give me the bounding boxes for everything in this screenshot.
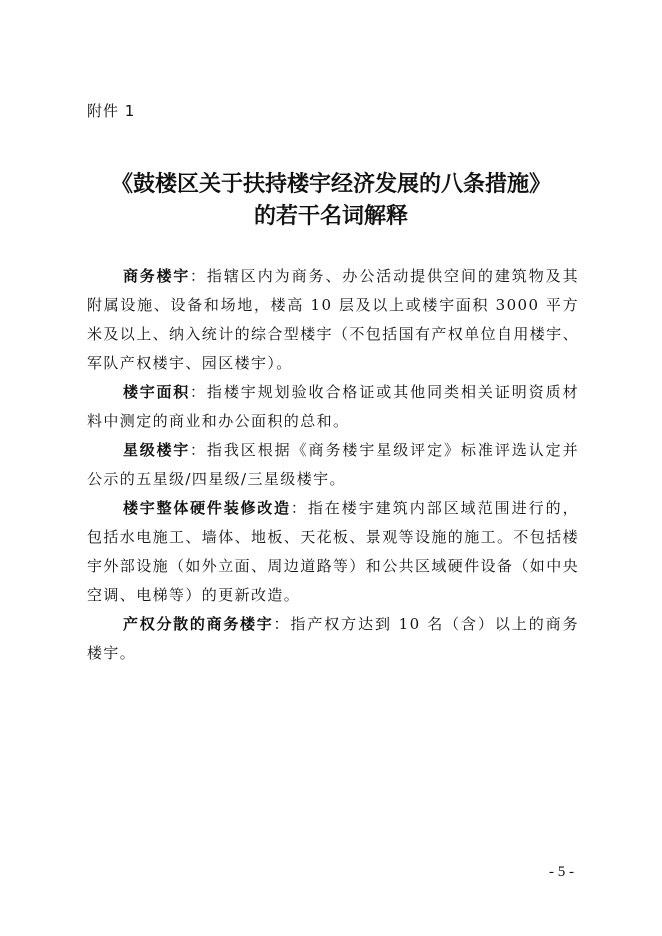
- definition-separator: ：: [189, 441, 207, 459]
- title-line-1: 《鼓楼区关于扶持楼宇经济发展的八条措施》: [110, 171, 551, 197]
- definition-paragraph: [87, 262, 579, 378]
- definition-separator: ：: [273, 615, 291, 633]
- definition-text: 指我区根据《商务楼宇星级评定》标准评选认定并公示的五星级/四星级/三星级楼宇。: [87, 441, 579, 488]
- definition-paragraph: [87, 610, 579, 668]
- definition-separator: ：: [189, 267, 207, 285]
- definition-text: 指辖区内为商务、办公活动提供空间的建筑物及其附属设施、设备和场地，楼高 10 层及以上或楼宇面积 3000 平方米及以上、纳入统计的综合型楼宇（不包括国有产权单位自用楼宇、军队产权楼宇、园区楼宇）。: [87, 267, 580, 372]
- definition-term: 产权分散的商务楼宇: [123, 615, 274, 633]
- definition-term: 商务楼宇: [123, 267, 190, 285]
- definition-text: 指在楼宇建筑内部区域范围进行的，包括水电施工、墙体、地板、天花板、景观等设施的施工。不包括楼宇外部设施（如外立面、周边道路等）和公共区域硬件设备（如中央空调、电梯等）的更新改造。: [87, 499, 580, 604]
- definition-text: 指楼宇规划验收合格证或其他同类相关证明资质材料中测定的商业和办公面积的总和。: [87, 383, 579, 430]
- definition-separator: ：: [290, 499, 308, 517]
- definition-paragraph: [87, 436, 579, 494]
- title-line-2: 的若干名词解释: [253, 203, 408, 229]
- definition-text: 指产权方达到 10 名（含）以上的商务楼宇。: [87, 615, 579, 662]
- attachment-label: 附件 1: [87, 102, 136, 120]
- definition-separator: ：: [189, 383, 207, 401]
- definition-term: 楼宇面积: [123, 383, 190, 401]
- definition-paragraph: [87, 378, 579, 436]
- definitions-body: [87, 262, 579, 668]
- definition-term: 楼宇整体硬件装修改造: [123, 499, 291, 517]
- definition-paragraph: [87, 494, 579, 610]
- page-number: - 5 -: [549, 864, 574, 880]
- definition-term: 星级楼宇: [123, 441, 190, 459]
